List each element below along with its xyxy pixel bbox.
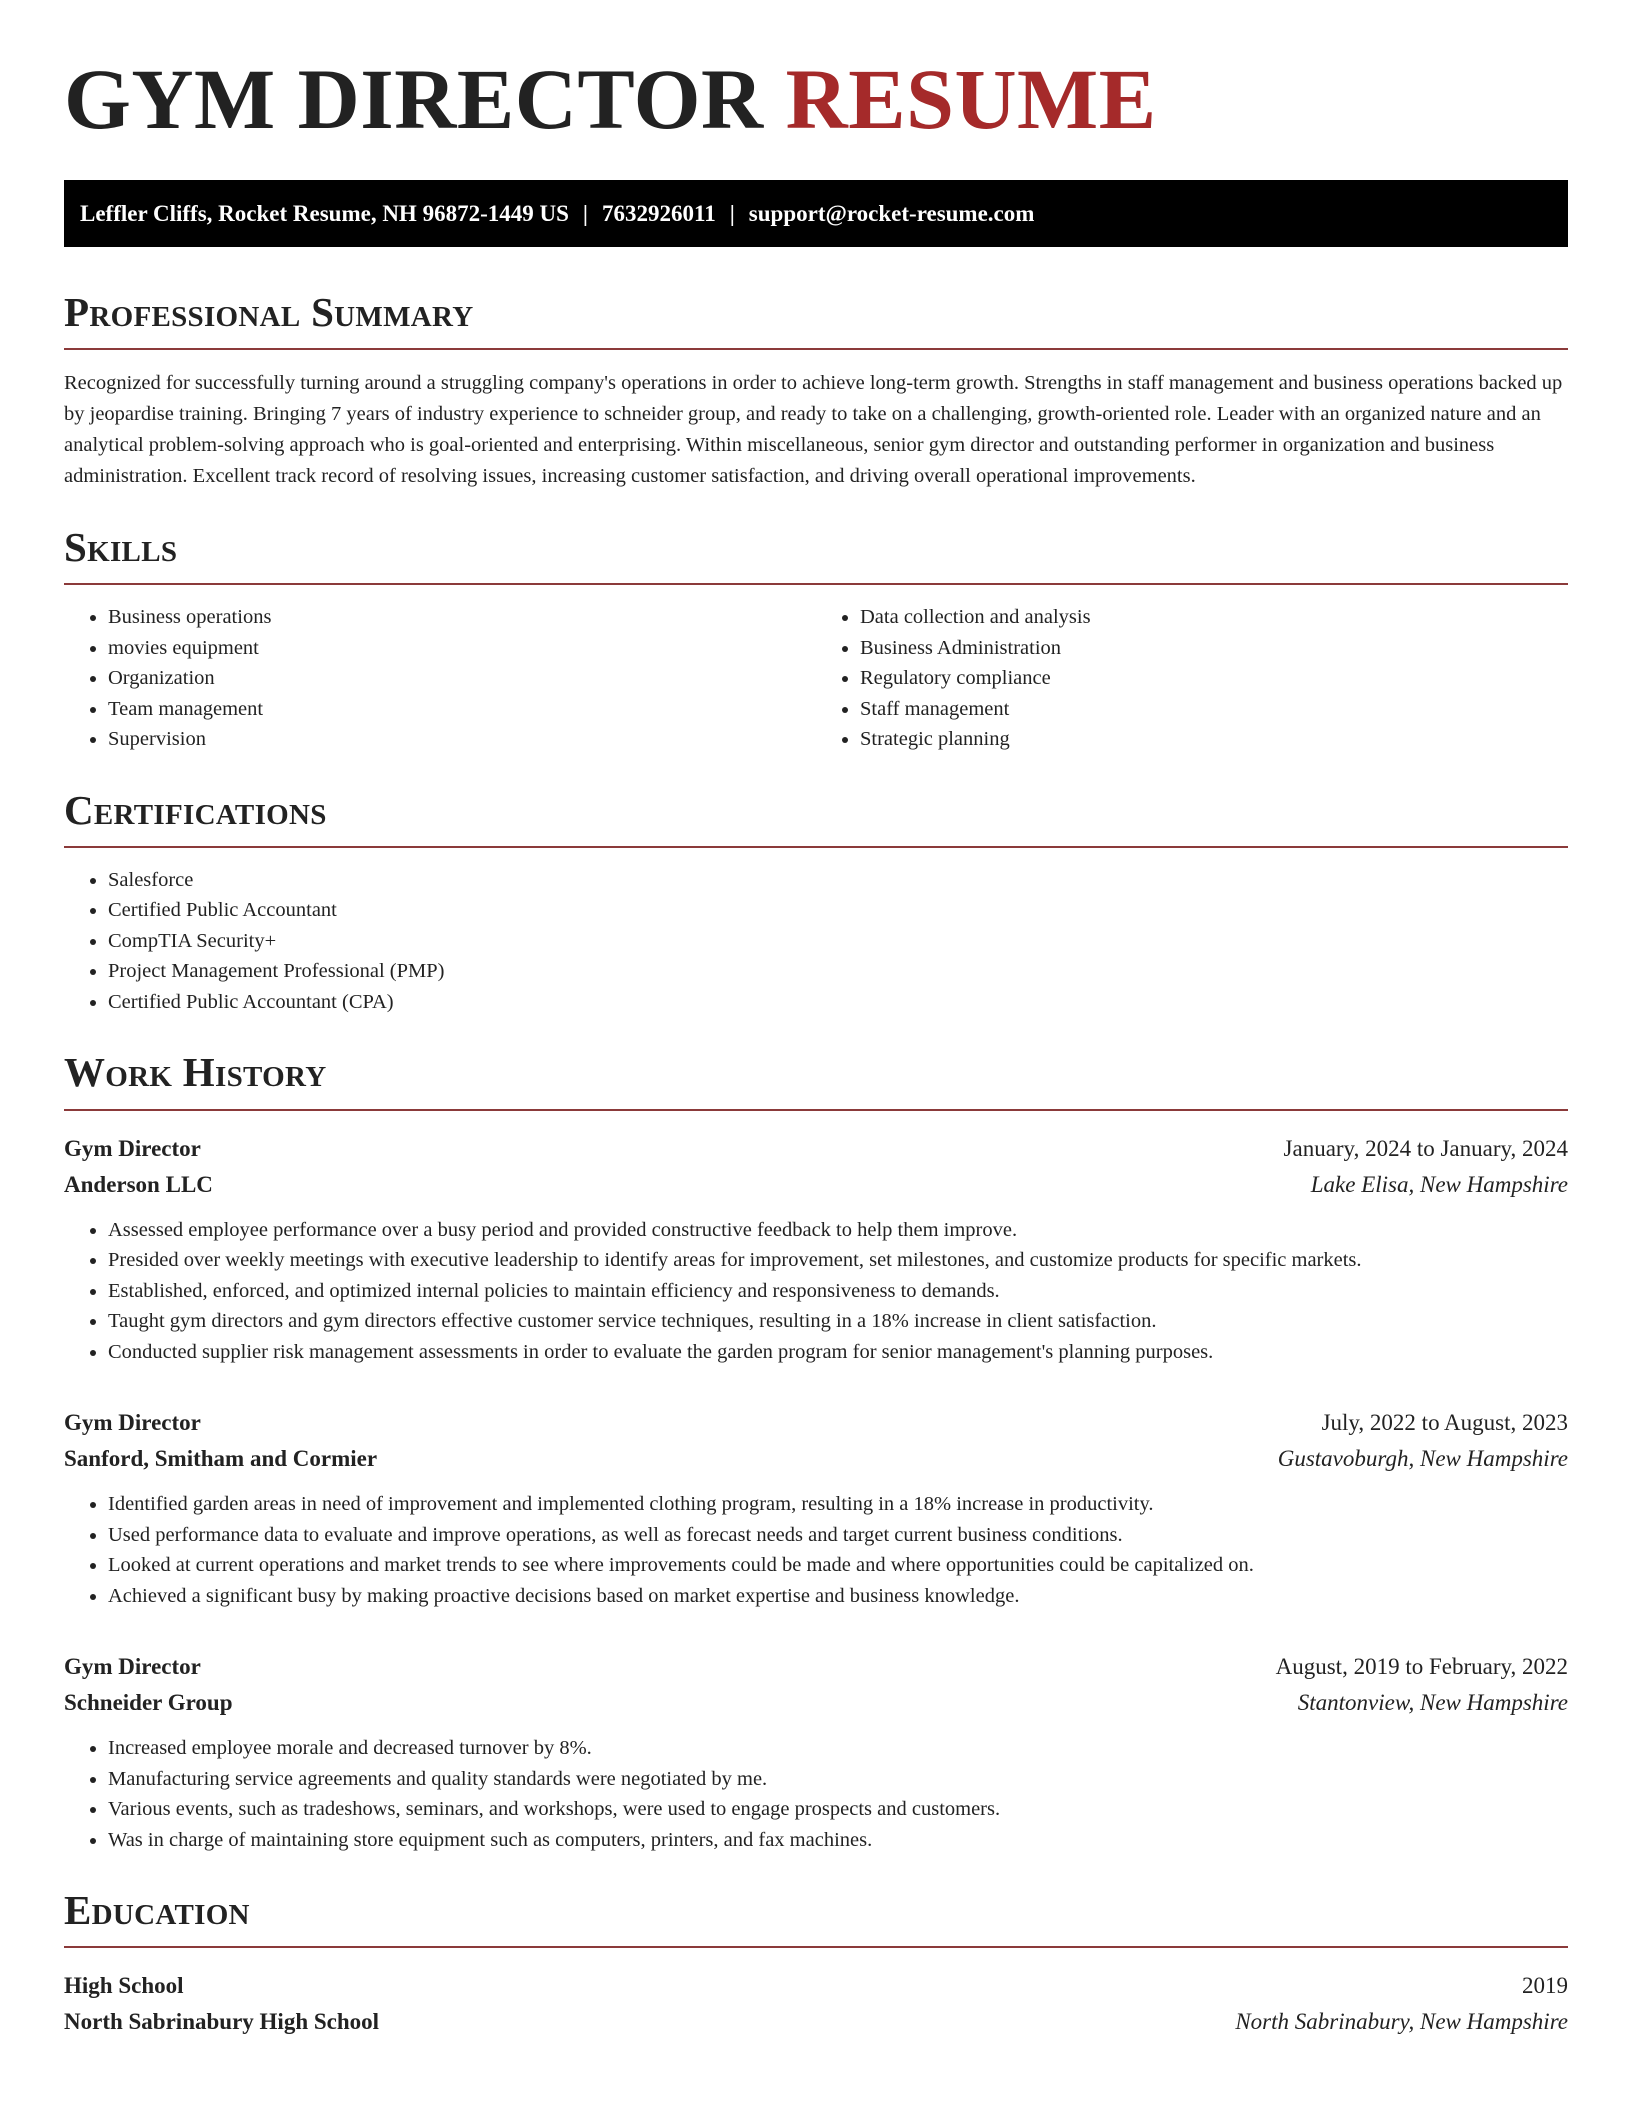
certifications-heading: Certifications (64, 786, 327, 833)
skill-item: • Strategic planning (860, 724, 1568, 755)
job-bullets (64, 1733, 1568, 1855)
section-divider (64, 1946, 1568, 1948)
job-company: Schneider Group (64, 1690, 233, 1716)
job-bullet: • Used performance data to evaluate and improve operations, as well as forecast needs and target current business conditions. (108, 1520, 1568, 1551)
education-heading: Education (64, 1887, 250, 1934)
job-entry (64, 1405, 1568, 1611)
certifications-list (64, 865, 1568, 1018)
skill-item: • Data collection and analysis (860, 602, 1568, 633)
job-dates: July, 2022 to August, 2023 (1321, 1410, 1568, 1436)
education-entry (64, 1968, 1568, 2040)
education-school-row (64, 2004, 1568, 2040)
job-bullet: • Achieved a significant busy by making proactive decisions based on market expertise and business knowledge. (108, 1581, 1568, 1612)
skills-section (64, 524, 1568, 755)
skills-columns (64, 585, 1568, 755)
certification-item: • CompTIA Security+ (108, 926, 1568, 957)
job-location: Gustavoburgh, New Hampshire (1277, 1446, 1568, 1472)
contact-phone: 7632926011 (601, 200, 716, 226)
job-header-row (64, 1649, 1568, 1685)
job-bullet: • Was in charge of maintaining store equipment such as computers, printers, and fax machines. (108, 1825, 1568, 1856)
contact-address: Leffler Cliffs, Rocket Resume, NH 96872-1449 US (80, 200, 569, 226)
job-bullet: • Conducted supplier risk management assessments in order to evaluate the garden program for senior management's planning purposes. (108, 1337, 1568, 1368)
title-accent: RESUME (785, 51, 1157, 147)
job-company: Anderson LLC (64, 1171, 213, 1197)
job-title: Gym Director (64, 1135, 201, 1161)
skill-item: • Business Administration (860, 633, 1568, 664)
certifications-section (64, 787, 1568, 1018)
summary-text: Recognized for successfully turning around a struggling company's operations in order to achieve long-term growth. Strengths in staff management and business operations backed up by jeopardise training. Bringing 7 years of industry experience to schneider group, and ready to take on a challenging, growth-oriented role. Leader with an organized nature and an analytical problem-solving approach who is goal-oriented and enterprising. Within miscellaneous, senior gym director and outstanding performer in organization and business administration. Excellent track record of resolving issues, increasing customer satisfaction, and driving overall operational improvements. (64, 372, 1563, 488)
job-location: Lake Elisa, New Hampshire (1310, 1171, 1568, 1197)
job-bullet: • Assessed employee performance over a busy period and provided constructive feedback to help them improve. (108, 1215, 1568, 1246)
education-section (64, 1887, 1568, 2040)
job-company-row (64, 1685, 1568, 1721)
certification-item: • Certified Public Accountant (CPA) (108, 987, 1568, 1018)
job-bullet: • Identified garden areas in need of improvement and implemented clothing program, resulting in a 18% increase in productivity. (108, 1489, 1568, 1520)
job-company: Sanford, Smitham and Cormier (64, 1446, 378, 1472)
contact-email: support@rocket-resume.com (748, 200, 1035, 226)
skill-item: • Organization (108, 663, 816, 694)
job-bullets (64, 1489, 1568, 1611)
certification-item: • Certified Public Accountant (108, 895, 1568, 926)
job-location: Stantonview, New Hampshire (1297, 1690, 1568, 1716)
education-location: North Sabrinabury, New Hampshire (1235, 2009, 1568, 2035)
work-history-heading: Work History (64, 1049, 327, 1096)
job-bullet: • Established, enforced, and optimized internal policies to maintain efficiency and responsiveness to demands. (108, 1276, 1568, 1307)
job-bullet: • Various events, such as tradeshows, seminars, and workshops, were used to engage prospects and customers. (108, 1794, 1568, 1825)
job-entry (64, 1649, 1568, 1855)
section-divider (64, 348, 1568, 350)
education-degree: High School (64, 1973, 184, 1999)
contact-bar (64, 180, 1568, 247)
skills-list-left (64, 602, 816, 755)
skills-list-right (816, 602, 1568, 755)
title-main: GYM DIRECTOR (64, 51, 764, 147)
job-title: Gym Director (64, 1654, 201, 1680)
job-company-row (64, 1167, 1568, 1203)
section-divider (64, 846, 1568, 848)
work-history-section (64, 1049, 1568, 1855)
job-header-row (64, 1131, 1568, 1167)
job-bullets (64, 1215, 1568, 1368)
job-bullet: • Taught gym directors and gym directors effective customer service techniques, resulting in a 18% increase in client satisfaction. (108, 1306, 1568, 1337)
job-title: Gym Director (64, 1410, 201, 1436)
skill-item: • Supervision (108, 724, 816, 755)
job-bullet: • Increased employee morale and decreased turnover by 8%. (108, 1733, 1568, 1764)
skill-item: • Team management (108, 694, 816, 725)
certification-item: • Project Management Professional (PMP) (108, 956, 1568, 987)
education-school: North Sabrinabury High School (64, 2009, 380, 2035)
section-divider (64, 1109, 1568, 1111)
skill-item: • movies equipment (108, 633, 816, 664)
certification-item: • Salesforce (108, 865, 1568, 896)
skill-item: • Regulatory compliance (860, 663, 1568, 694)
job-bullet: • Manufacturing service agreements and quality standards were negotiated by me. (108, 1764, 1568, 1795)
job-header-row (64, 1405, 1568, 1441)
job-dates: August, 2019 to February, 2022 (1275, 1654, 1568, 1680)
skill-item: • Business operations (108, 602, 816, 633)
summary-heading: Professional Summary (64, 289, 474, 335)
job-bullet: • Presided over weekly meetings with executive leadership to identify areas for improvement, set milestones, and customize products for specific markets. (108, 1245, 1568, 1276)
contact-separator: | (582, 200, 588, 226)
summary-section (64, 289, 1568, 492)
skills-heading: Skills (64, 524, 178, 571)
contact-separator: | (729, 200, 735, 226)
job-company-row (64, 1441, 1568, 1477)
job-dates: January, 2024 to January, 2024 (1283, 1135, 1568, 1161)
skill-item: • Staff management (860, 694, 1568, 725)
resume-title (64, 51, 1568, 147)
job-bullet: • Looked at current operations and market trends to see where improvements could be made and where opportunities could be capitalized on. (108, 1550, 1568, 1581)
education-degree-row (64, 1968, 1568, 2004)
education-year: 2019 (1522, 1973, 1568, 1999)
job-entry (64, 1131, 1568, 1368)
